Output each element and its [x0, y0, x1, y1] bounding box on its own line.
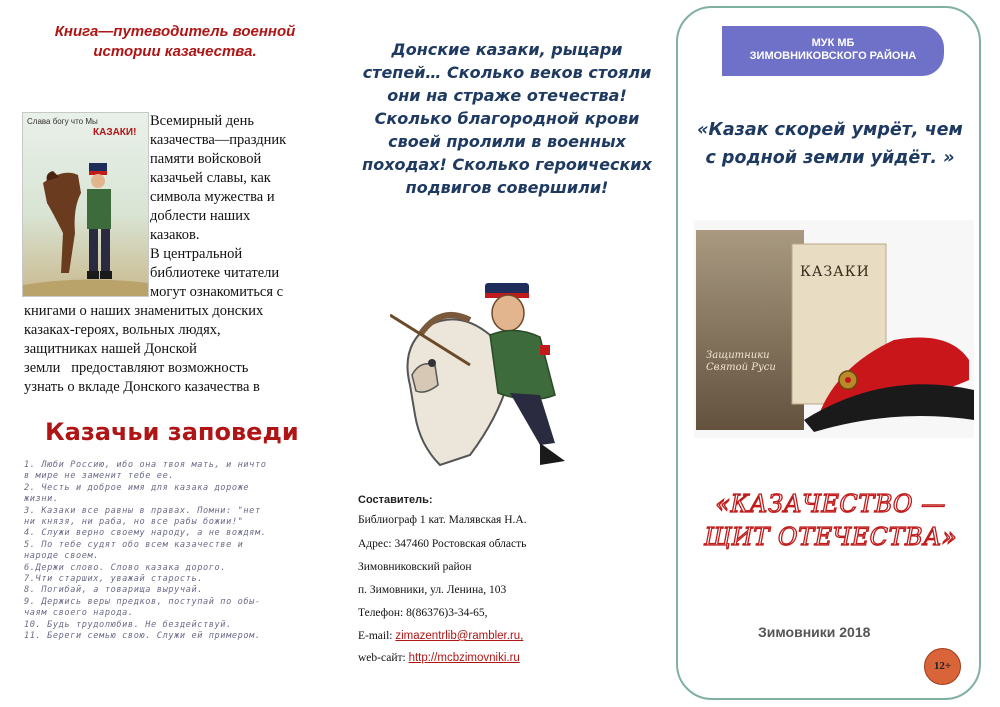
intro-line-6: доблести наших: [150, 208, 251, 224]
intro-line-10: могут ознакомиться с: [150, 284, 284, 300]
intro-line-5: символа мужества и: [150, 189, 275, 205]
intro-line-13: защитниках нашей Донской: [24, 341, 197, 357]
org-line-1: МУК МБ: [811, 37, 855, 49]
intro-line-12: казаках-героях, вольных людях,: [24, 322, 221, 338]
address-line-3: п. Зимовники, ул. Ленина, 103: [358, 584, 507, 596]
commandment-line: 11. Береги семью свою. Служи ей примером.: [24, 631, 261, 642]
commandments-heading: Казачьи заповеди: [45, 418, 299, 446]
commandment-line: 5. По тебе судят обо всем казачестве и: [24, 539, 244, 550]
book-guide-title: Книга—путеводитель военной истории казачества.: [54, 23, 296, 60]
age-rating-badge: 12+: [924, 648, 961, 685]
place-and-year: Зимовники 2018: [758, 624, 871, 640]
commandment-line: 3. Казаки все равны в правах. Помни: "нет: [24, 505, 261, 516]
web-line: [358, 652, 520, 664]
web-label: web-сайт:: [358, 652, 406, 664]
compiler-label: Составитель:: [358, 494, 433, 506]
books-and-cap-photo: [694, 220, 974, 438]
commandment-line: 6.Держи слово. Слово казака дорого.: [24, 562, 227, 573]
address-line-1: Адрес: 347460 Ростовская область: [358, 538, 527, 550]
cossack-poster-image: [22, 112, 149, 297]
intro-line-15: узнать о вкладе Донского казачества в: [24, 379, 260, 395]
commandment-line: 1. Люби Россию, ибо она твоя мать, и ничто: [24, 460, 267, 470]
commandment-line: 2. Честь и доброе имя для казака дороже: [24, 482, 250, 493]
org-line-2: ЗИМОВНИКОВСКОГО РАЙОНА: [749, 50, 917, 62]
commandment-line: жизни.: [24, 494, 59, 505]
intro-line-11: книгами о наших знаменитых донских: [24, 303, 264, 319]
books-cap-illustration: [694, 220, 974, 438]
commandment-line: 7.Чти старших, уважай старость.: [24, 574, 203, 585]
intro-line-1: Всемирный день: [150, 113, 254, 129]
organization-badge: [722, 26, 944, 76]
website-link[interactable]: http://mcbzimovniki.ru: [408, 652, 520, 664]
commandment-line: 10. Будь трудолюбив. Не бездействуй.: [24, 619, 232, 630]
commandment-line: народе своем.: [24, 551, 100, 562]
intro-line-9: библиотеке читатели: [150, 265, 280, 281]
cossack-rider-illustration: [390, 265, 600, 475]
intro-line-3: памяти войсковой: [150, 151, 262, 167]
book-kazaki-title: КАЗАКИ: [800, 264, 870, 280]
commandment-line: ни князя, ни раба, но все рабы божии!": [24, 517, 244, 528]
commandment-line: в мире не заменит тебе ее.: [24, 471, 175, 482]
poster-top-text: Слава богу что Мы: [27, 117, 98, 126]
intro-line-8: В центральной: [150, 246, 243, 262]
cover-panel: [676, 6, 981, 700]
email-line: [358, 630, 523, 642]
brochure-main-title: «КАЗАЧЕСТВО — ЩИТ ОТЕЧЕСТВА»: [703, 490, 958, 551]
left-panel: [0, 0, 335, 707]
address-line-2: Зимовниковский район: [358, 561, 472, 573]
commandment-line: чаям своего народа.: [24, 608, 134, 619]
intro-line-4: казачьей славы, как: [150, 170, 271, 186]
cossack-proverb-quote: «Казак скорей умрёт, чем с родной земли уйдёт. »: [697, 120, 963, 168]
compiler-name: Библиограф 1 кат. Малявская Н.А.: [358, 514, 527, 526]
intro-line-7: казаков.: [150, 227, 200, 243]
email-label: E-mail:: [358, 630, 393, 642]
middle-panel: [335, 0, 665, 707]
book-defenders-title: Защитники Святой Руси: [706, 350, 776, 373]
email-link[interactable]: zimazentrlib@rambler.ru,: [395, 630, 524, 642]
don-cossacks-quote: Донские казаки, рыцари степей… Сколько веков стояли они на страже отечества! Сколько благородной крови своей пролили в военных походах! Сколько героических подвигов совершили!: [362, 40, 652, 197]
intro-line-14: земли предоставляют возможность: [24, 360, 249, 376]
commandment-line: 8. Погибай, а товарища выручай.: [24, 585, 203, 596]
commandment-line: 4. Служи верно своему народу, а не вождям.: [24, 528, 267, 539]
poster-title: КАЗАКИ!: [93, 127, 137, 138]
commandments-list: [24, 460, 324, 643]
commandment-line: 9. Держись веры предков, поступай по обы-: [24, 596, 261, 607]
cossack-with-horse-illustration: [23, 113, 148, 296]
intro-line-2: казачества—праздник: [150, 132, 287, 148]
phone-line: Телефон: 8(86376)3-34-65,: [358, 607, 488, 619]
